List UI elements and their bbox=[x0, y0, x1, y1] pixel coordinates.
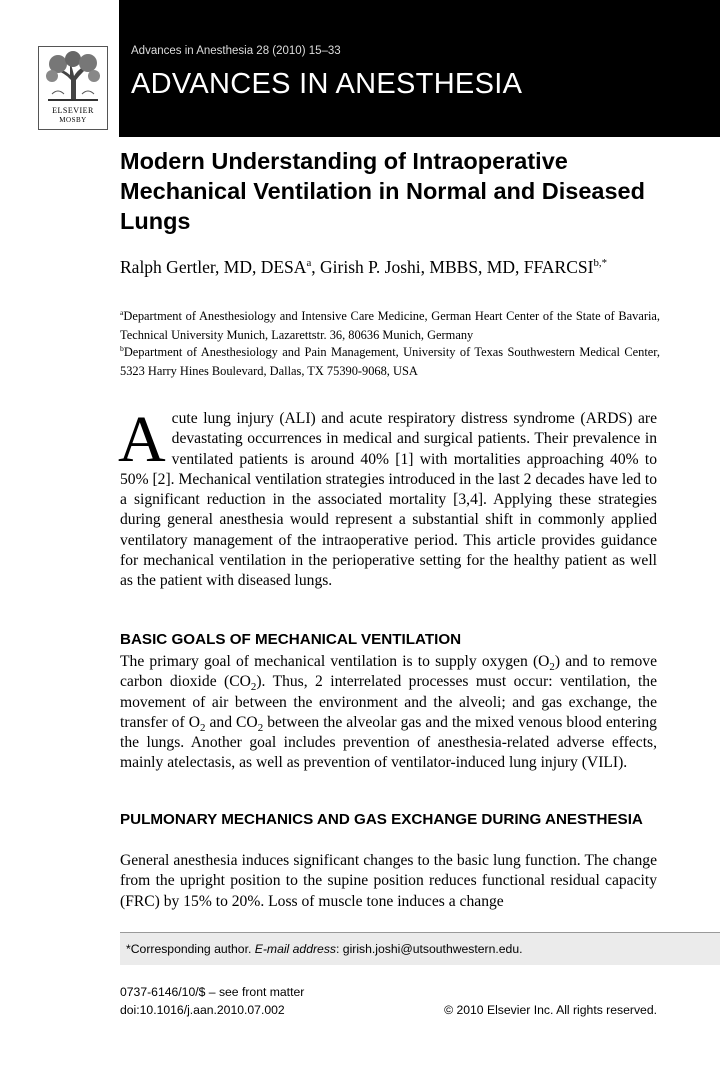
author-list bbox=[120, 254, 680, 280]
journal-banner bbox=[119, 0, 720, 137]
corresponding-label: *Corresponding author. bbox=[126, 942, 255, 956]
author-2-affiliation-mark: b,* bbox=[593, 257, 608, 270]
section-heading-basic-goals: BASIC GOALS OF MECHANICAL VENTILATION bbox=[120, 631, 462, 648]
intro-paragraph bbox=[118, 403, 657, 592]
drop-cap: A bbox=[118, 403, 166, 476]
section-basic-goals-paragraph bbox=[120, 652, 657, 774]
email-link[interactable]: girish.joshi@utsouthwestern.edu bbox=[342, 942, 520, 956]
intro-text: cute lung injury (ALI) and acute respiratory distress syndrome (ARDS) are devastating occurrences in medical and surgical patients. Their prevalence in ventilated patients is around 40% [1] with mortalities approaching 40% to 50% [2]. Mechanical ventilation strategies introduced in the last 2 decades have led to a significant reduction in the associated mortality [3,4]. Applying these strategies during general anesthesia would represent a substantial shift in commonly applied ventilatory management of the intraoperative period. This article provides guidance for mechanical ventilation in the perioperative setting for the healthy patient as well as the patient with diseased lungs. bbox=[120, 410, 657, 590]
email-separator: : bbox=[336, 942, 343, 956]
text-run: between the alveolar gas and the mixed venous blood entering the lungs. Another goal includes prevention of anesthesia-related adverse effects, mainly atelectasis, as well as prevention of ventilator-induced lung injury (VILI). bbox=[120, 713, 657, 772]
email-label: E-mail address bbox=[254, 942, 337, 956]
affiliation-b-mark: b bbox=[120, 343, 124, 353]
affiliation-a-text: Department of Anesthesiology and Intensive Care Medicine, German Heart Center of the State of Bavaria, Technical University Munich, Lazarettstr. 36, 80636 Munich, Germany bbox=[120, 309, 660, 342]
subscript: 2 bbox=[199, 722, 206, 734]
elsevier-logo bbox=[38, 46, 108, 130]
text-run: and CO bbox=[205, 713, 258, 731]
author-2: , Girish P. Joshi, MBBS, MD, FFARCSI bbox=[311, 257, 594, 277]
doi-link[interactable]: doi:10.1016/j.aan.2010.07.002 bbox=[120, 1003, 285, 1017]
subscript: 2 bbox=[250, 681, 257, 694]
journal-citation: Advances in Anesthesia 28 (2010) 15–33 bbox=[131, 45, 341, 57]
text-run: ) and to remove carbon dioxide (CO bbox=[120, 653, 657, 691]
author-1: Ralph Gertler, MD, DESA bbox=[120, 257, 307, 277]
affiliation-b-text: Department of Anesthesiology and Pain Management, University of Texas Southwestern Medical Center, 5323 Harry Hines Boulevard, Dallas, TX 75390-9068, USA bbox=[120, 345, 660, 378]
copyright-notice: © 2010 Elsevier Inc. All rights reserved. bbox=[444, 1003, 657, 1017]
author-1-affiliation-mark: a bbox=[306, 257, 312, 270]
subscript: 2 bbox=[257, 722, 264, 734]
text-run: ). Thus, 2 interrelated processes must occur: ventilation, the movement of air between the environment and the alveoli; and gas exchange, the transfer of O bbox=[120, 673, 658, 731]
corresponding-author-note bbox=[126, 942, 523, 956]
section-heading-pulmonary-mechanics: PULMONARY MECHANICS AND GAS EXCHANGE DURING ANESTHESIA bbox=[120, 811, 643, 828]
subscript: 2 bbox=[549, 661, 555, 674]
imprint-name: MOSBY bbox=[59, 116, 87, 124]
journal-name: ADVANCES IN ANESTHESIA bbox=[131, 68, 523, 100]
text-run: The primary goal of mechanical ventilation is to supply oxygen (O bbox=[120, 653, 550, 670]
affiliation-a bbox=[120, 307, 660, 344]
email-end: . bbox=[519, 942, 523, 956]
issn-line: 0737-6146/10/$ – see front matter bbox=[120, 985, 305, 999]
affiliation-b bbox=[120, 343, 660, 380]
tree-icon bbox=[44, 50, 102, 102]
section-pulmonary-mechanics-paragraph: General anesthesia induces significant changes to the basic lung function. The change from the upright position to the supine position reduces functional residual capacity (FRC) by 15% to 20%. Loss of muscle tone induces a change bbox=[120, 852, 657, 910]
affiliation-a-mark: a bbox=[120, 307, 124, 317]
publisher-name: ELSEVIER bbox=[52, 106, 94, 115]
footnote-box bbox=[120, 933, 720, 965]
article-title: Modern Understanding of Intraoperative Mechanical Ventilation in Normal and Diseased Lungs bbox=[120, 148, 645, 234]
